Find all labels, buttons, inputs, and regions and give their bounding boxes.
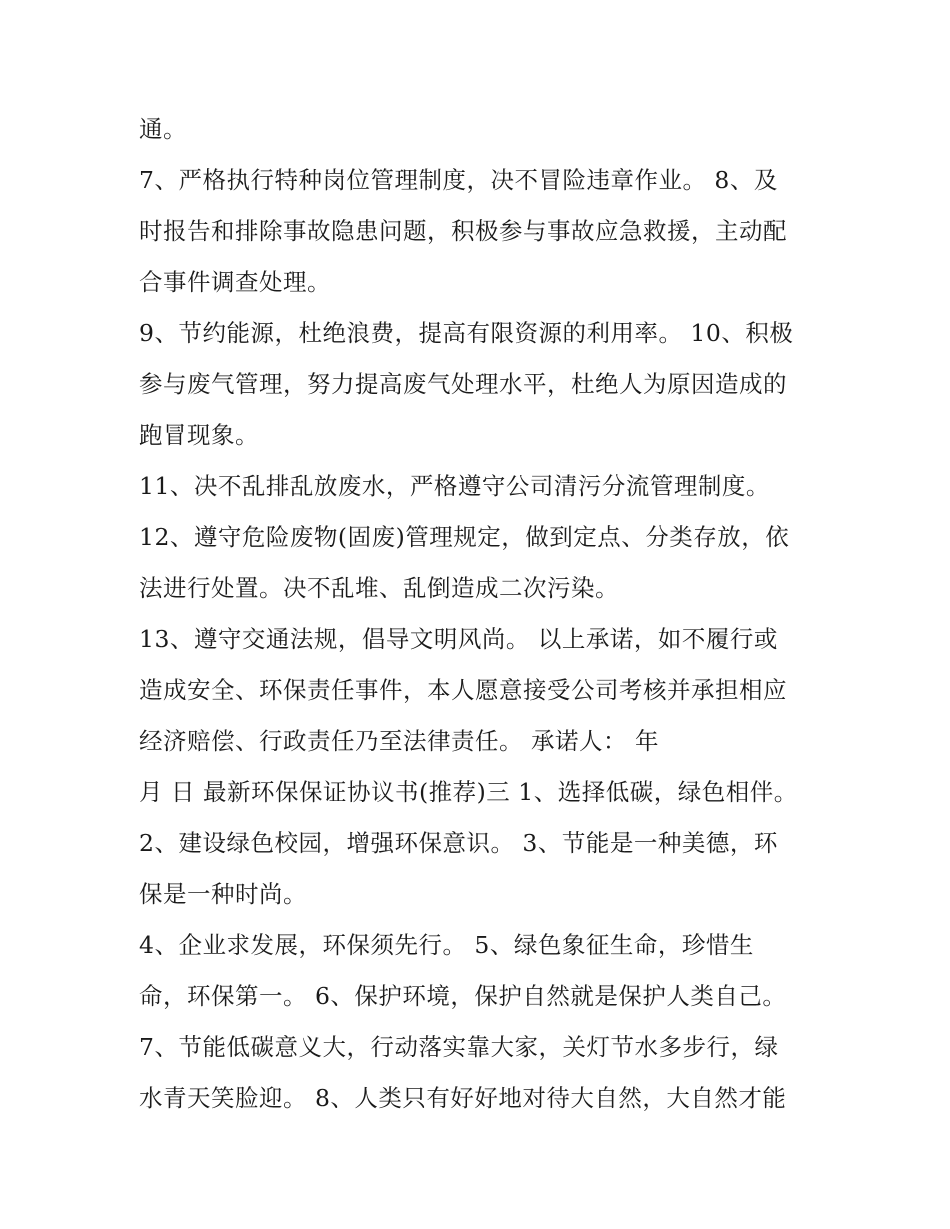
text-line: 月 日 最新环保保证协议书(推荐)三 1、选择低碳，绿色相伴。 [139,778,798,806]
text-line: 保是一种时尚。 [139,880,307,908]
text-line: 法进行处置。决不乱堆、乱倒造成二次污染。 [139,574,619,602]
text-line: 合事件调查处理。 [139,268,331,296]
text-line: 经济赔偿、行政责任乃至法律责任。 承诺人： 年 [139,727,659,755]
text-line: 7、节能低碳意义大，行动落实靠大家，关灯节水多步行，绿 [139,1033,779,1061]
text-line: 命，环保第一。 6、保护环境，保护自然就是保护人类自己。 [139,982,787,1010]
text-line: 4、企业求发展，环保须先行。 5、绿色象征生命，珍惜生 [139,931,754,959]
text-line: 跑冒现象。 [139,421,259,449]
text-line: 7、严格执行特种岗位管理制度，决不冒险违章作业。 8、及 [139,166,778,194]
text-line: 水青天笑脸迎。 8、人类只有好好地对待大自然，大自然才能 [139,1084,787,1112]
text-line: 时报告和排除事故隐患问题，积极参与事故应急救援，主动配 [139,217,787,245]
text-line: 参与废气管理，努力提高废气处理水平，杜绝人为原因造成的 [139,370,787,398]
text-line: 9、节约能源，杜绝浪费，提高有限资源的利用率。 10、积极 [139,319,794,347]
text-line: 通。 [139,115,187,143]
text-line: 2、建设绿色校园，增强环保意识。 3、节能是一种美德，环 [139,829,778,857]
text-line: 造成安全、环保责任事件，本人愿意接受公司考核并承担相应 [139,676,787,704]
text-line: 12、遵守危险废物(固废)管理规定，做到定点、分类存放，依 [139,523,790,551]
document-body [139,107,819,1127]
text-line: 11、决不乱排乱放废水，严格遵守公司清污分流管理制度。 [139,472,770,500]
text-line: 13、遵守交通法规，倡导文明风尚。 以上承诺，如不履行或 [139,625,778,653]
